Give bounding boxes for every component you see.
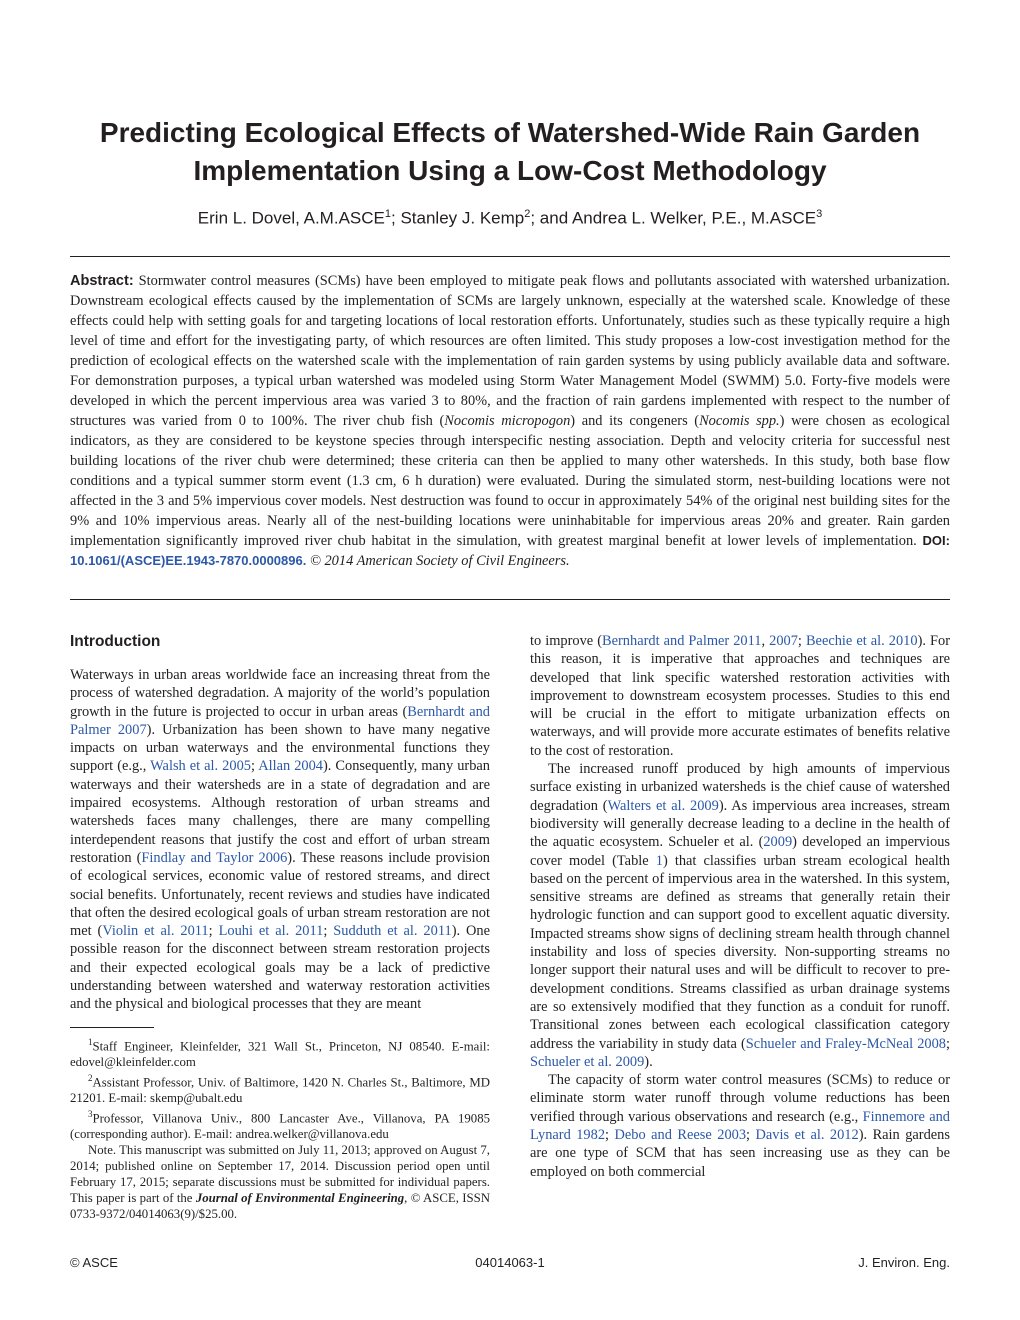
citation-link[interactable]: Allan 2004	[258, 758, 323, 775]
text-run: ) that classifies urban stream ecological health based on the percent of impervious area in the watershed. In this system, sensitive streams are defined as streams that generally retain their hydrologic function and can support good to excellent aquatic diversity. Impacted streams show signs of declining stream health through channel instability and loss of species diversity. Non-supporting streams no longer support their natural uses and will be difficult to recover to pre-development conditions. Streams classified as urban drainage systems are so extensively modified that they function as a conduit for runoff. Transitional zones between each ecological classification category address the variability in study data (	[530, 852, 950, 1052]
abstract-label: Abstract:	[70, 273, 134, 289]
abstract-bottom-rule	[70, 599, 950, 600]
footer-copyright: © ASCE	[70, 1255, 118, 1270]
abstract-text: ) were chosen as ecological indicators, as they are considered to be keystone species through interspecific nesting association. Depth and velocity criteria for successful nest building locations of the river chub were determined; these criteria can then be applied to many other watersheds. In this study, both base flow conditions and a typical summer storm event (1.3 cm, 6 h duration) were evaluated. During the simulated storm, nest-building locations were not affected in the 3 and 5% impervious cover models. Nest destruction was found to occur in approximately 54% of the original nest building sites for the 9% and 10% impervious areas. Nearly all of the nest-building locations were uninhabitable for impervious areas 20% and greater. Rain garden implementation significantly improved river chub habitat in the simulation, with greatest marginal benefit at lower levels of implementation.	[70, 413, 950, 549]
citation-link[interactable]: Bernhardt and Palmer 2011	[602, 633, 762, 649]
affiliation-marker: 2	[524, 208, 531, 220]
footer-article-number: 04014063-1	[475, 1255, 545, 1270]
paragraph	[70, 666, 490, 1014]
citation-link[interactable]: Schueler et al. 2009	[530, 1053, 645, 1070]
author-name: Erin L. Dovel, A.M.ASCE	[197, 208, 385, 228]
text-run: to improve (	[530, 633, 603, 649]
text-run: ). As impervious area increases, stream biodiversity will generally decrease leading to a decline in the health of the aquatic ecosystem. Schueler et al. (	[530, 797, 950, 851]
paper-title: Predicting Ecological Effects of Watershed-Wide Rain Garden Implementation Using a Low-Cost Methodology	[99, 117, 921, 186]
doi-link[interactable]: 10.1061/(ASCE)EE.1943-7870.0000896.	[70, 553, 307, 568]
text-run: ). Consequently, many urban waterways and their watersheds are in a state of degradation and are impaired ecosystems. Although restoration of urban streams and watersheds faces many challenges, there are many compelling interdependent reasons that justify the cost and effort of urban stream restoration (	[70, 758, 490, 866]
note-text: Note. This manuscript was submitted on July 11, 2013; approved on August 7, 2014; published online on September 17, 2014. Discussion period open until February 17, 2015; separate discussions must be submitted for individual papers. This paper is part of the	[70, 1143, 490, 1206]
species-name: Nocomis spp.	[699, 413, 780, 429]
paragraph	[530, 1071, 950, 1181]
author-separator: ; and	[530, 208, 572, 228]
left-column	[70, 632, 490, 1222]
footer-journal: J. Environ. Eng.	[858, 1255, 950, 1270]
manuscript-note	[70, 1142, 490, 1222]
footnote	[70, 1106, 490, 1142]
affiliation-marker: 1	[384, 208, 391, 220]
text-run: ;	[605, 1127, 615, 1144]
footnote	[70, 1034, 490, 1070]
footnote-text: Staff Engineer, Kleinfelder, 321 Wall St., Princeton, NJ 08540. E-mail: edovel@kleinfelder.com	[70, 1038, 490, 1069]
text-run: The increased runoff produced by high amounts of impervious surface existing in urbanized watersheds is the chief cause of watershed degradation (	[530, 761, 950, 814]
paragraph	[530, 760, 950, 1071]
citation-link[interactable]: Beechie et al. 2010	[805, 633, 918, 649]
species-name: Nocomis micropogon	[444, 413, 571, 429]
text-run: ). Urbanization has been shown to have many negative impacts on urban waterways and the environmental functions they support (e.g.,	[70, 721, 490, 775]
abstract-top-rule	[70, 256, 950, 257]
text-run: ,	[761, 633, 770, 649]
citation-link[interactable]: Louhi et al. 2011	[218, 923, 324, 940]
text-run: ;	[797, 633, 806, 649]
footnote-text: Assistant Professor, Univ. of Baltimore, 1420 N. Charles St., Baltimore, MD 21201. E-mail: skemp@ubalt.edu	[70, 1075, 490, 1106]
affiliation-marker: 3	[816, 208, 823, 220]
right-column	[530, 632, 950, 1181]
text-run: ).	[644, 1053, 653, 1070]
author-separator: ;	[391, 208, 401, 228]
footnote-marker: 1	[88, 1036, 93, 1047]
citation-link[interactable]: 2007	[769, 633, 798, 649]
citation-link[interactable]: 1	[655, 852, 663, 869]
journal-name: Journal of Environmental Engineering	[195, 1191, 405, 1206]
abstract-text: ) and its congeners (	[570, 413, 700, 429]
text-run: ). For this reason, it is imperative that approaches and techniques are developed that link specific watershed restoration activities with improvement to downstream ecosystem processes. Studies to this end will be crucial in the effort to mitigate urbanization effects on waterways, and will provide more accurate estimates of benefits relative to the cost of restoration.	[530, 633, 950, 759]
author-name: Stanley J. Kemp	[400, 208, 525, 228]
footnote-marker: 2	[88, 1072, 93, 1083]
text-run: ). One possible reason for the disconnect between stream restoration projects and their expected ecological goals may be a lack of predictive understanding between watershed and waterway restoration activities and the physical and biological processes that they are meant	[70, 923, 490, 1013]
text-run: ). These reasons include provision of ecological services, economic value of restored streams, and direct social benefits. Unfortunately, recent reviews and studies have indicated that often the desired ecological goals of urban stream restoration are not met (	[70, 849, 490, 940]
citation-link[interactable]: Debo and Reese 2003	[614, 1127, 747, 1144]
note-text: , © ASCE, ISSN 0733-9372/04014063(9)/$25.00.	[70, 1191, 490, 1222]
copyright-notice: © 2014 American Society of Civil Engineers.	[309, 553, 570, 569]
section-heading: Introduction	[70, 633, 161, 650]
text-run: ;	[208, 923, 219, 940]
abstract	[70, 271, 950, 571]
text-run: ). Rain gardens are one type of SCM that has seen increasing use as they can be employed on both commercial	[530, 1127, 950, 1180]
footnote-rule	[70, 1027, 154, 1028]
citation-link[interactable]: Schueler and Fraley-McNeal 2008	[745, 1035, 946, 1052]
text-run: Waterways in urban areas worldwide face an increasing threat from the process of watershed degradation. A majority of the world’s population growth in the future is projected to occur in urban areas (	[70, 667, 490, 720]
text-run: ;	[946, 1035, 950, 1052]
text-run: ) developed an impervious cover model (Table	[530, 834, 950, 869]
text-run: ;	[746, 1127, 756, 1144]
citation-link[interactable]: Findlay and Taylor 2006	[141, 849, 288, 866]
footnote-marker: 3	[88, 1109, 93, 1120]
text-run: The capacity of storm water control measures (SCMs) to reduce or eliminate storm water runoff through volume reductions has been verified through various observations and research (e.g.,	[530, 1072, 950, 1125]
author-name: Andrea L. Welker, P.E., M.ASCE	[571, 208, 817, 228]
citation-link[interactable]: Walters et al. 2009	[607, 797, 719, 814]
footnote-text: Professor, Villanova Univ., 800 Lancaster Ave., Villanova, PA 19085 (corresponding author). E-mail: andrea.welker@villanova.edu	[70, 1111, 490, 1142]
citation-link[interactable]: Sudduth et al. 2011	[333, 923, 452, 940]
text-run: ;	[323, 923, 334, 940]
citation-link[interactable]: Finnemore and Lynard 1982	[530, 1108, 950, 1144]
citation-link[interactable]: 2009	[763, 834, 793, 851]
citation-link[interactable]: Walsh et al. 2005	[150, 758, 251, 775]
paragraph-continued	[530, 632, 950, 760]
text-run: ;	[250, 758, 259, 775]
citation-link[interactable]: Bernhardt and Palmer 2007	[70, 703, 491, 738]
author-list	[70, 203, 950, 230]
doi-label: DOI:	[922, 533, 950, 548]
abstract-text: Stormwater control measures (SCMs) have been employed to mitigate peak flows and pollutants associated with watershed urbanization. Downstream ecological effects caused by the implementation of SCMs are largely unknown, especially at the watershed scale. Knowledge of these effects could help with setting goals for and targeting locations of local restoration efforts. Unfortunately, studies such as these typically require a high level of time and effort for the investigating party, of which resources are often limited. This study proposes a low-cost investigation method for the prediction of ecological effects on the watershed scale with the implementation of rain garden systems by using publicly available data and software. For demonstration purposes, a typical urban watershed was modeled using Storm Water Management Model (SWMM) 5.0. Forty-five models were developed in which the percent impervious area was varied 3 to 80%, and the fraction of rain gardens implemented with respect to the number of structures was varied from 0 to 100%. The river chub fish (	[70, 273, 950, 429]
citation-link[interactable]: Davis et al. 2012	[755, 1127, 859, 1144]
footnote	[70, 1070, 490, 1106]
citation-link[interactable]: Violin et al. 2011	[102, 923, 209, 940]
